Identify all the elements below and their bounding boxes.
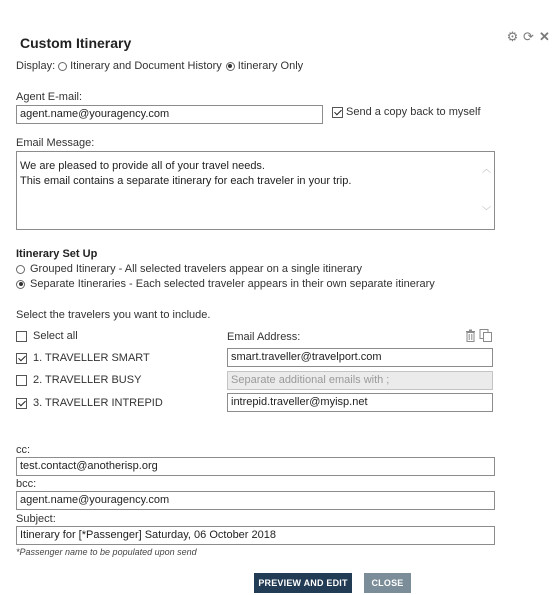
send-copy-label[interactable]: Send a copy back to myself [346, 106, 481, 118]
preview-and-edit-button[interactable]: PREVIEW AND EDIT [254, 573, 352, 593]
display-option-itinerary-only[interactable]: Itinerary Only [237, 60, 304, 72]
travelers-instruction: Select the travelers you want to include. [16, 309, 211, 321]
traveler-row [16, 374, 141, 386]
setup-option-grouped-row [16, 263, 362, 275]
email-address-header: Email Address: [227, 331, 301, 343]
traveler-1-checkbox[interactable] [16, 353, 27, 364]
display-radio-itinerary-only[interactable] [226, 62, 235, 71]
setup-option-separate[interactable]: Separate Itineraries - Each selected traveler appears in their own separate itinerary [30, 278, 435, 290]
traveler-1-name[interactable]: 1. TRAVELLER SMART [33, 352, 150, 364]
send-copy-row [332, 106, 481, 118]
display-radio-history[interactable] [58, 62, 67, 71]
traveler-3-name[interactable]: 3. TRAVELLER INTREPID [33, 397, 163, 409]
send-copy-checkbox[interactable] [332, 107, 343, 118]
email-tools [465, 329, 493, 342]
subject-label: Subject: [16, 513, 56, 525]
traveler-1-email-input[interactable]: smart.traveller@travelport.com [227, 348, 493, 367]
itinerary-setup-heading: Itinerary Set Up [16, 248, 98, 260]
bcc-input[interactable]: agent.name@youragency.com [16, 491, 495, 510]
email-message-label: Email Message: [16, 137, 95, 149]
scroll-up-icon[interactable]: ︿ [481, 164, 491, 174]
setup-option-separate-row [16, 278, 435, 290]
copy-icon[interactable] [479, 329, 493, 342]
window-controls [506, 30, 551, 43]
scroll-down-icon[interactable]: ﹀ [481, 206, 491, 216]
traveler-row [16, 352, 150, 364]
traveler-2-checkbox[interactable] [16, 375, 27, 386]
subject-input[interactable]: Itinerary for [*Passenger] Saturday, 06 October 2018 [16, 526, 495, 545]
dialog-title: Custom Itinerary [20, 35, 132, 51]
display-option-history[interactable]: Itinerary and Document History [70, 60, 222, 72]
refresh-icon[interactable]: ⟳ [523, 29, 534, 44]
trash-icon[interactable] [465, 329, 476, 342]
email-message-textarea[interactable] [16, 151, 495, 230]
select-all-label[interactable]: Select all [33, 330, 78, 342]
passenger-note: *Passenger name to be populated upon send [16, 547, 197, 557]
agent-email-input[interactable]: agent.name@youragency.com [16, 105, 323, 124]
close-icon[interactable]: ✕ [539, 29, 550, 44]
bcc-label: bcc: [16, 478, 37, 490]
display-row [16, 60, 303, 72]
traveler-3-checkbox[interactable] [16, 398, 27, 409]
email-message-line-2: This email contains a separate itinerary for each traveler in your trip. [20, 175, 352, 187]
setup-radio-grouped[interactable] [16, 265, 25, 274]
select-all-row [16, 330, 78, 342]
gear-icon[interactable]: ⚙ [506, 29, 519, 44]
traveler-2-name[interactable]: 2. TRAVELLER BUSY [33, 374, 142, 386]
select-all-checkbox[interactable] [16, 331, 27, 342]
email-message-line-1: We are pleased to provide all of your travel needs. [20, 160, 265, 172]
agent-email-label: Agent E-mail: [16, 91, 83, 103]
traveler-3-email-input[interactable]: intrepid.traveller@myisp.net [227, 393, 493, 412]
setup-option-grouped[interactable]: Grouped Itinerary - All selected travelers appear on a single itinerary [30, 263, 363, 275]
traveler-2-email-input: Separate additional emails with ; [227, 371, 493, 390]
display-label: Display: [16, 60, 56, 72]
traveler-row [16, 397, 163, 409]
cc-label: cc: [16, 444, 31, 456]
close-button[interactable]: CLOSE [364, 573, 411, 593]
cc-input[interactable]: test.contact@anotherisp.org [16, 457, 495, 476]
setup-radio-separate[interactable] [16, 280, 25, 289]
